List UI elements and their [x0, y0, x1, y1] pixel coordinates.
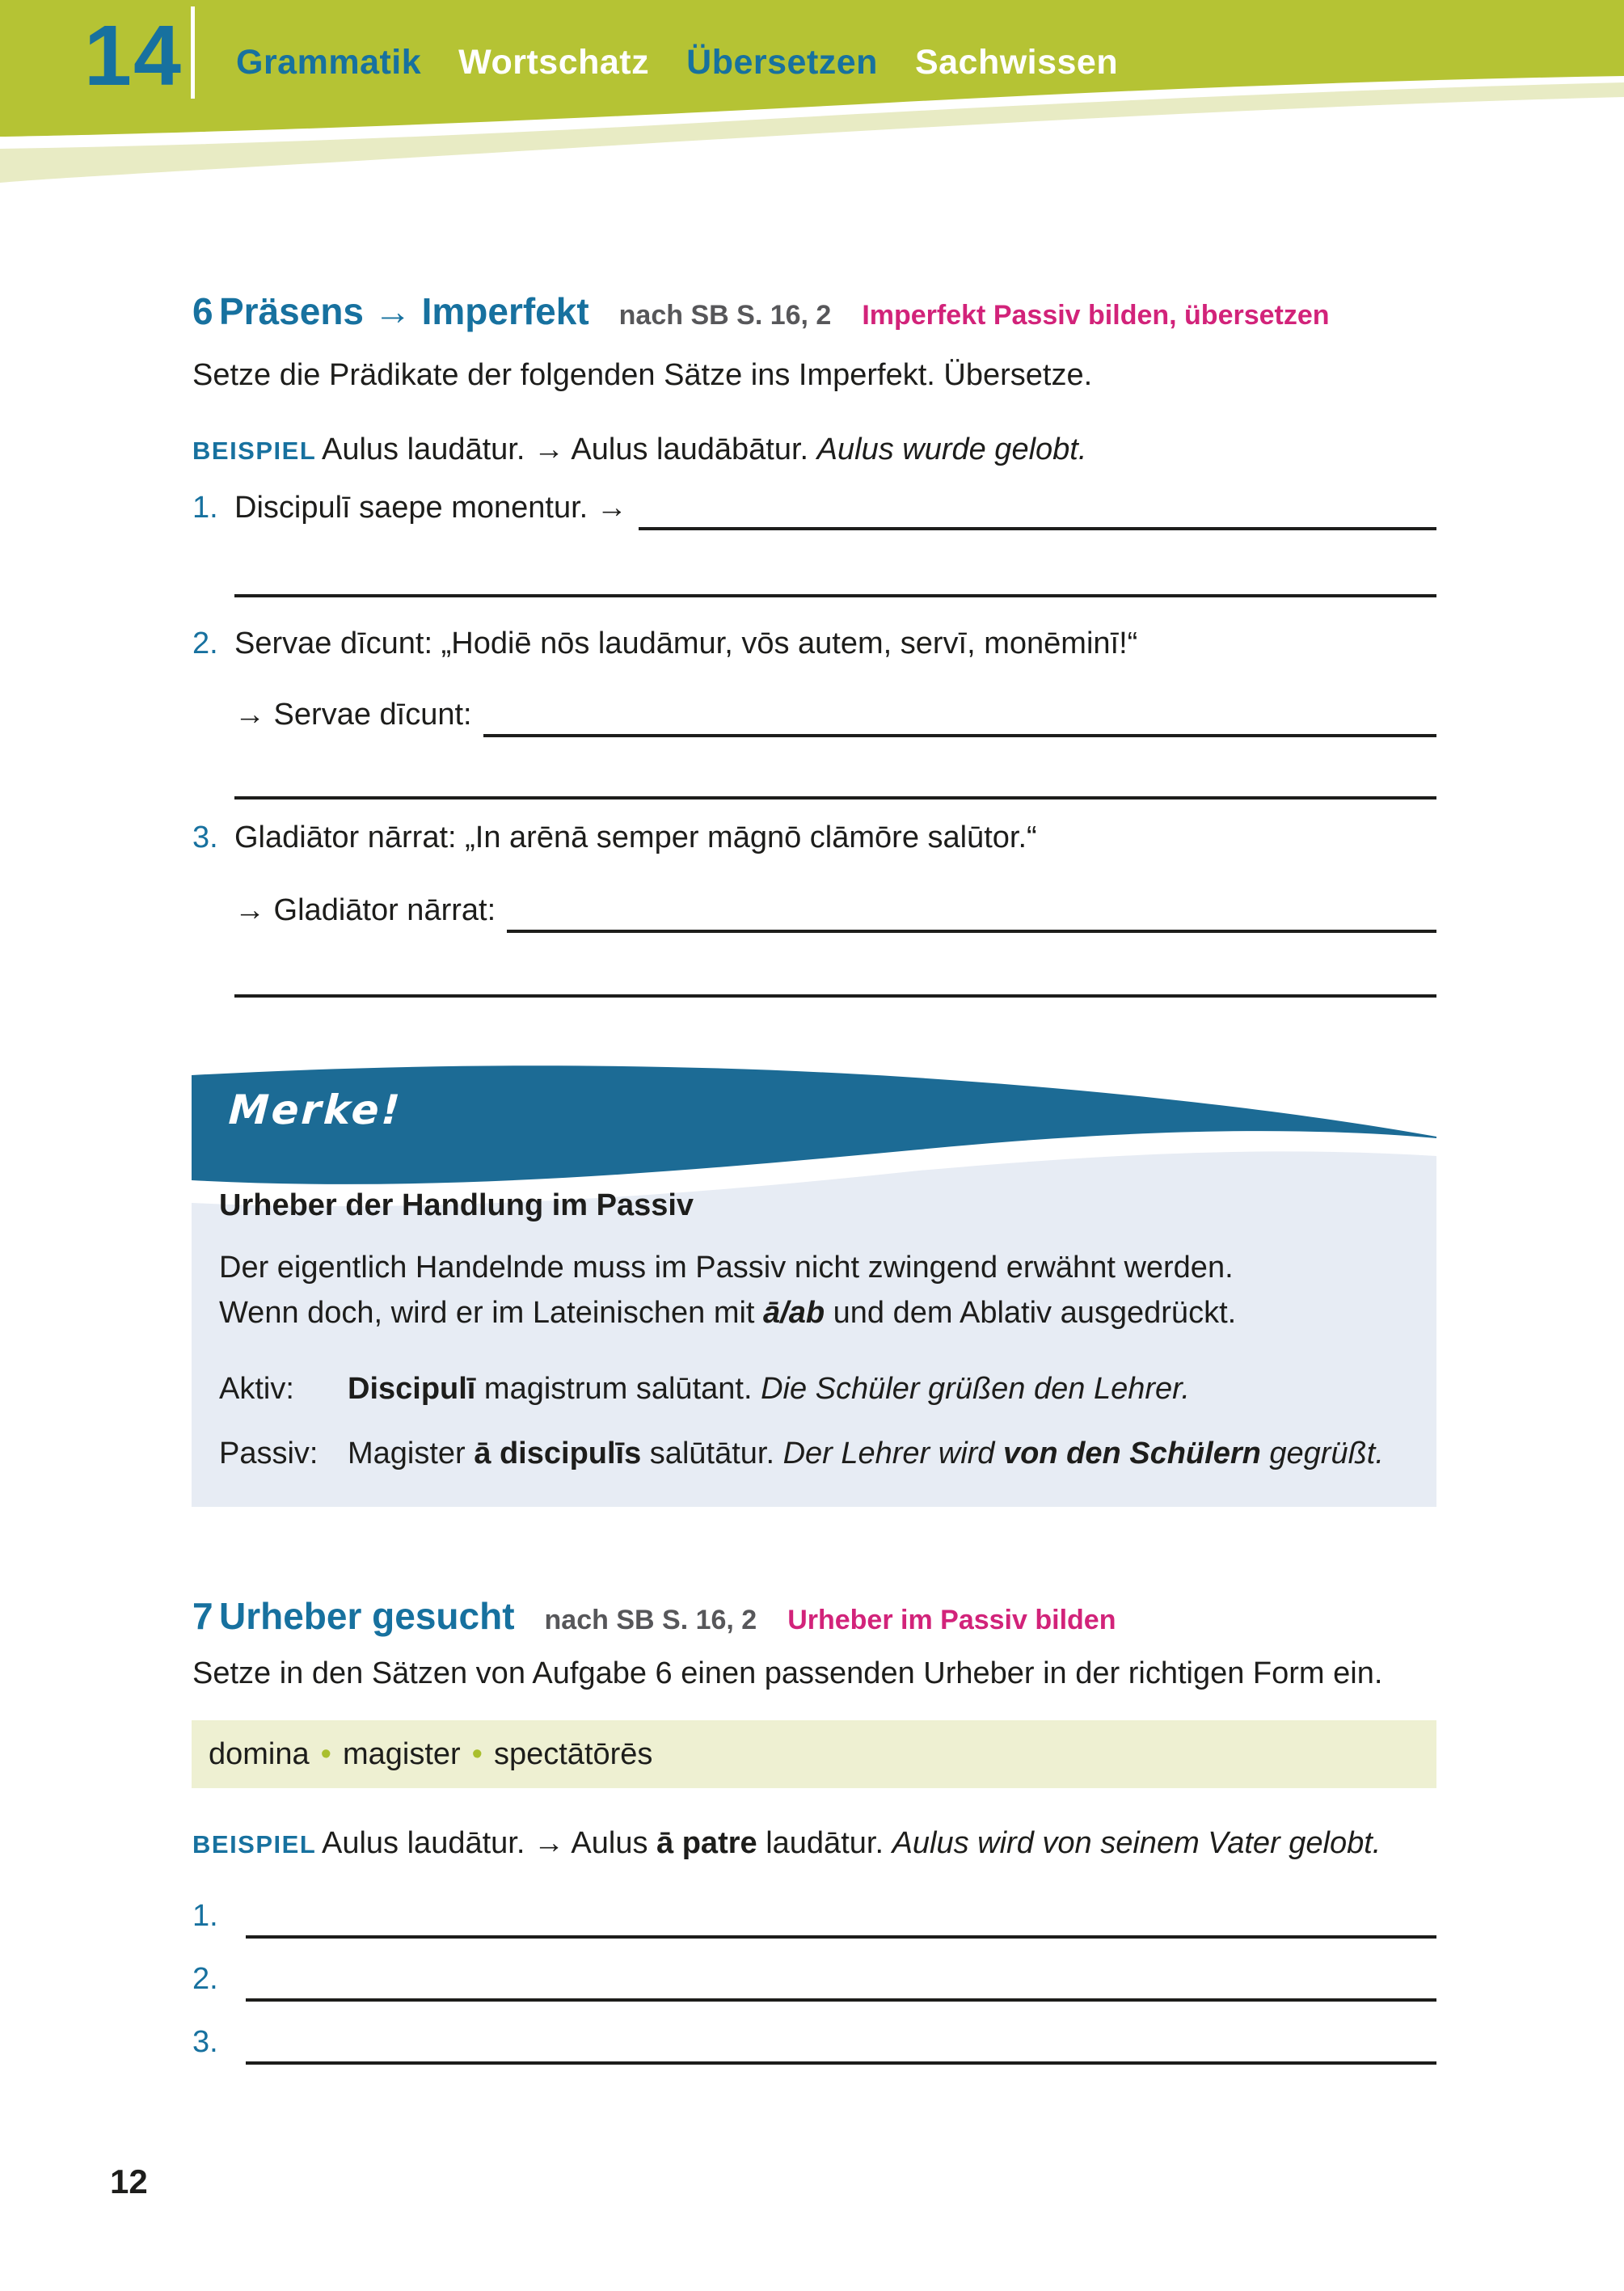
exercise6-title: Präsens → Imperfekt [219, 290, 589, 332]
merke-paragraph-line2: Wenn doch, wird er im Lateinischen mit ā/ab und dem Ablativ ausgedrückt. [219, 1296, 1237, 1330]
unit-number: 14 [84, 8, 183, 103]
exercise6-item-3-response [234, 888, 1436, 933]
answer-line[interactable] [234, 994, 1436, 998]
example-german: Aulus wurde gelobt. [816, 432, 1087, 466]
merke-heading: Urheber der Handlung im Passiv [219, 1188, 694, 1222]
exercise6-example [322, 427, 1086, 472]
exercise7-item-2 [192, 1956, 1436, 2002]
item-latin-sentence: Discipulī saepe monentur. → [234, 491, 627, 525]
tab-uebersetzen[interactable]: Übersetzen [686, 43, 878, 82]
word-bank-word: spectātōrēs [493, 1736, 653, 1771]
response-intro: → Gladiātor nārrat: [234, 893, 496, 927]
exercise7-example: Aulus laudātur. → Aulus ā patre laudātur. Aulus wird von seinem Vater gelobt. [322, 1826, 1381, 1860]
exercise7-instruction: Setze in den Sätzen von Aufgabe 6 einen passenden Urheber in der richtigen Form ein. [192, 1656, 1383, 1690]
item-number: 2. [192, 627, 218, 660]
answer-line[interactable] [507, 889, 1436, 933]
answer-line[interactable] [246, 1895, 1436, 1939]
exercise7-item-3 [192, 2019, 1436, 2065]
item-latin-sentence: Servae dīcunt: „Hodiē nōs laudāmur, vōs autem, servī, monēminī!“ [234, 627, 1138, 660]
exercise6-skill-tag: Imperfekt Passiv bilden, übersetzen [862, 300, 1330, 331]
header-divider [191, 6, 195, 99]
answer-line[interactable] [234, 594, 1436, 597]
exercise7-book-reference: nach SB S. 16, 2 [544, 1605, 757, 1635]
aktiv-sentence: Discipulī magistrum salūtant. Die Schüler grüßen den Lehrer. [348, 1372, 1190, 1406]
item-number: 1. [192, 1899, 218, 1933]
answer-line[interactable] [234, 796, 1436, 800]
tab-sachwissen[interactable]: Sachwissen [914, 43, 1119, 82]
exercise7-title: Urheber gesucht [219, 1595, 515, 1637]
merke-aktiv-row [219, 1366, 1190, 1411]
answer-line[interactable] [246, 2021, 1436, 2065]
example-label: BEISPIEL [192, 1830, 317, 1859]
example-latin: Aulus laudātur. → Aulus laudābātur. [322, 432, 817, 466]
passiv-sentence: Magister ā discipulīs salūtātur. Der Lehrer wird von den Schülern gegrüßt. [348, 1437, 1384, 1470]
example-label: BEISPIEL [192, 437, 317, 465]
exercise6-item-2 [192, 621, 1137, 666]
bullet-icon: • [320, 1736, 331, 1771]
exercise6-book-reference: nach SB S. 16, 2 [618, 300, 832, 331]
exercise6-instruction: Setze die Prädikate der folgenden Sätze ins Imperfekt. Übersetze. [192, 358, 1093, 392]
exercise6-item-2-response [234, 692, 1436, 737]
item-number: 1. [192, 491, 218, 525]
merke-label: Merke! [227, 1086, 404, 1133]
passiv-label: Passiv: [219, 1437, 318, 1470]
exercise6-item-3 [192, 815, 1037, 860]
merke-paragraph-line1: Der eigentlich Handelnde muss im Passiv nicht zwingend erwähnt werden. [219, 1251, 1234, 1285]
word-bank [209, 1737, 652, 1772]
item-number: 3. [192, 821, 218, 854]
merke-paragraph [219, 1245, 1399, 1335]
exercise7-skill-tag: Urheber im Passiv bilden [787, 1605, 1116, 1635]
word-bank-box [192, 1720, 1436, 1788]
exercise6-heading [192, 289, 1330, 333]
exercise6-example-row [192, 427, 1436, 474]
exercise7-heading [192, 1594, 1116, 1638]
page-number: 12 [110, 2162, 148, 2200]
word-bank-word: magister [342, 1736, 461, 1771]
exercise6-item-1 [192, 485, 1436, 530]
tab-wortschatz[interactable]: Wortschatz [458, 43, 650, 82]
merke-a-ab: ā/ab [763, 1296, 825, 1330]
item-number: 3. [192, 2025, 218, 2059]
answer-line[interactable] [483, 694, 1436, 737]
response-intro: → Servae dīcunt: [234, 698, 472, 732]
exercise7-number: 7 [192, 1595, 213, 1637]
exercise7-item-1 [192, 1893, 1436, 1939]
bullet-icon: • [471, 1736, 483, 1771]
answer-line[interactable] [639, 487, 1436, 530]
merke-passiv-row [219, 1431, 1384, 1476]
item-latin-sentence: Gladiātor nārrat: „In arēnā semper māgnō clāmōre salūtor.“ [234, 821, 1037, 854]
merke-box [192, 1065, 1436, 1507]
tab-grammatik[interactable]: Grammatik [236, 43, 422, 82]
exercise6-number: 6 [192, 290, 213, 332]
item-number: 2. [192, 1962, 218, 1996]
answer-line[interactable] [246, 1958, 1436, 2002]
exercise7-example-row [192, 1821, 1436, 1867]
header-tabs [236, 45, 1118, 80]
header-wave [0, 0, 1624, 210]
word-bank-word: domina [209, 1736, 310, 1771]
aktiv-label: Aktiv: [219, 1372, 294, 1406]
